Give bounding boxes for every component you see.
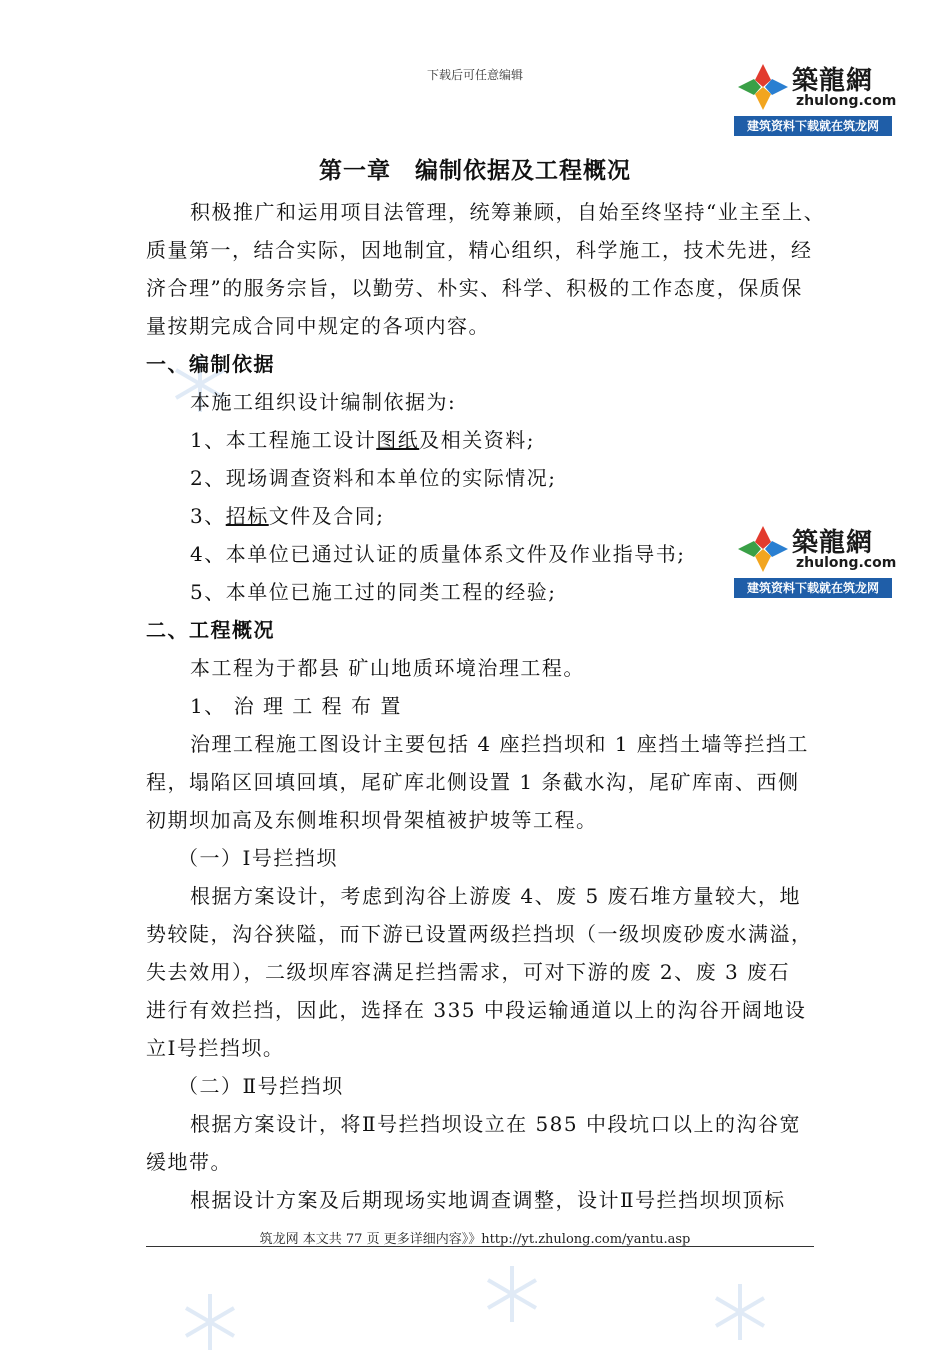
intro-line: 济合理”的服务宗旨，以勤劳、朴实、科学、积极的工作态度，保质保 [146, 276, 803, 300]
basis-item-1-tail: 及相关资料; [419, 428, 535, 452]
page-footer[interactable]: 筑龙网 本文共 77 页 更多详细内容》》http://yt.zhulong.com/yantu.asp [259, 1232, 691, 1247]
layout-para-line: 治理工程施工图设计主要包括 4 座拦挡坝和 1 座挡土墙等拦挡工 [190, 732, 809, 756]
overview-lead: 本工程为于都县 矿山地质环境治理工程。 [190, 656, 585, 680]
intro-line: 量按期完成合同中规定的各项内容。 [146, 314, 490, 338]
intro-line: 积极推广和运用项目法管理，统筹兼顾，自始至终坚持“业主至上、 [190, 200, 826, 224]
dam-2-para-line: 缓地带。 [146, 1150, 232, 1174]
dam-1-para-line: 立Ⅰ号拦挡坝。 [146, 1036, 285, 1060]
basis-item-1 [190, 425, 870, 455]
tender-link[interactable]: 招标 [225, 504, 269, 528]
snowflake-watermark-icon [708, 1280, 772, 1344]
zhulong-pinwheel-icon [736, 62, 790, 112]
basis-lead: 本施工组织设计编制依据为: [190, 390, 457, 414]
footer-rule [146, 1246, 814, 1247]
logo-cn-name: 築龍網 [792, 66, 874, 96]
basis-item-3 [190, 501, 870, 531]
dam-2-para-line: 根据方案设计，将Ⅱ号拦挡坝设立在 585 中段坑口以上的沟谷宽 [190, 1112, 801, 1136]
snowflake-watermark-icon [480, 1262, 544, 1326]
section-heading-basis: 一、编制依据 [146, 352, 275, 376]
dam-1-heading: （一）Ⅰ号拦挡坝 [178, 846, 338, 870]
dam-2-heading: （二）Ⅱ号拦挡坝 [178, 1074, 344, 1098]
drawings-link[interactable]: 图纸 [376, 428, 420, 452]
logo-slogan: 建筑资料下载就在筑龙网 [734, 578, 892, 598]
dam-2-para2-line: 根据设计方案及后期现场实地调查调整，设计Ⅱ号拦挡坝坝顶标 [190, 1188, 786, 1212]
logo-slogan: 建筑资料下载就在筑龙网 [734, 116, 892, 136]
basis-item-5: 5、本单位已施工过的同类工程的经验; [190, 580, 557, 604]
intro-line: 质量第一，结合实际，因地制宜，精心组织，科学施工，技术先进，经 [146, 238, 813, 262]
layout-para-line: 程，塌陷区回填回填，尾矿库北侧设置 1 条截水沟，尾矿库南、西侧 [146, 770, 800, 794]
logo-domain: zhulong.com [796, 555, 897, 571]
snowflake-watermark-icon [178, 1290, 242, 1354]
basis-item-3-text: 3、 [190, 504, 226, 528]
dam-1-para-line: 根据方案设计，考虑到沟谷上游废 4、废 5 废石堆方量较大，地 [190, 884, 802, 908]
section-heading-overview: 二、工程概况 [146, 618, 275, 642]
layout-para-line: 初期坝加高及东侧堆积坝骨架植被护坡等工程。 [146, 808, 598, 832]
basis-item-4: 4、本单位已通过认证的质量体系文件及作业指导书; [190, 542, 686, 566]
basis-item-2: 2、现场调查资料和本单位的实际情况; [190, 466, 557, 490]
subheading-layout: 1、 治 理 工 程 布 置 [190, 694, 402, 718]
logo-domain: zhulong.com [796, 93, 897, 109]
dam-1-para-line: 进行有效拦挡，因此，选择在 335 中段运输通道以上的沟谷开阔地设 [146, 998, 807, 1022]
basis-item-1-text: 1、本工程施工设计 [190, 428, 377, 452]
dam-1-para-line: 势较陡，沟谷狭隘，而下游已设置两级拦挡坝（一级坝废砂废水满溢， [146, 922, 813, 946]
basis-item-3-tail: 文件及合同; [268, 504, 385, 528]
header-note: 下载后可任意编辑 [426, 68, 523, 82]
chapter-title: 第一章 编制依据及工程概况 [319, 157, 631, 184]
dam-1-para-line: 失去效用），二级坝库容满足拦挡需求，可对下游的废 2、废 3 废石 [146, 960, 791, 984]
zhulong-logo[interactable] [734, 60, 897, 136]
logo-cn-name: 築龍網 [792, 528, 874, 558]
